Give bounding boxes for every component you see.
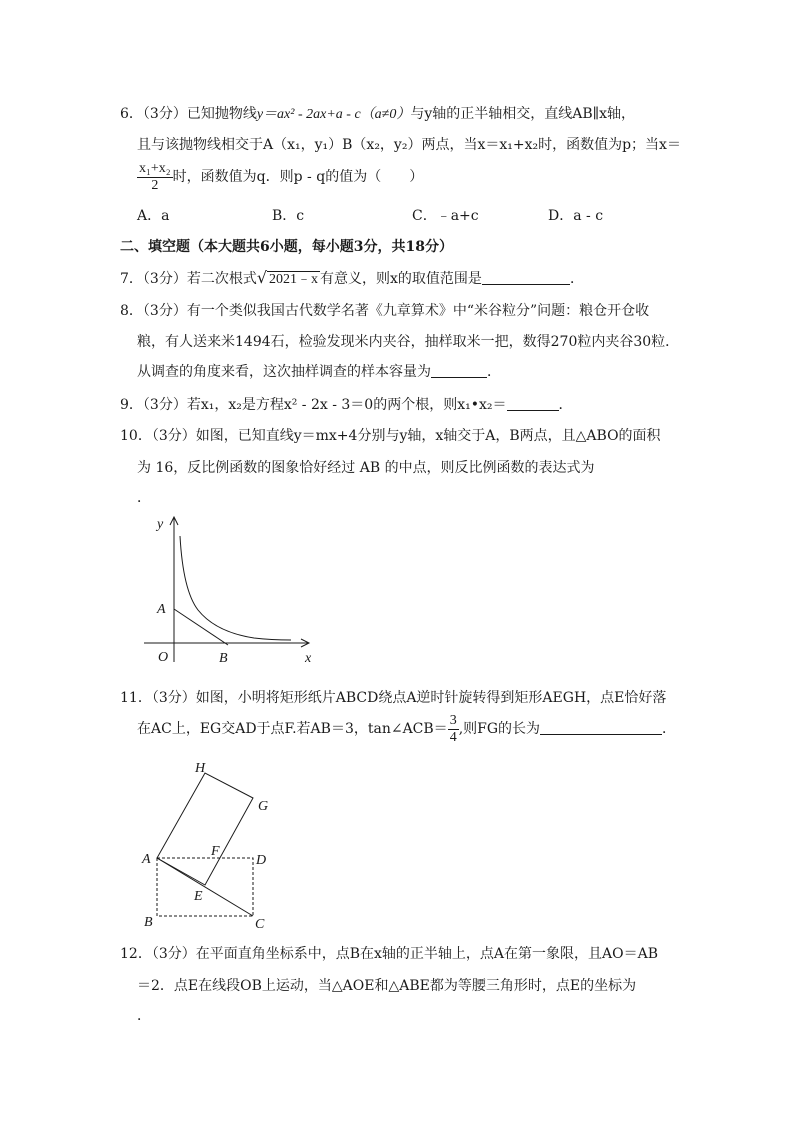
q10-figure xyxy=(136,512,326,672)
q11-figure xyxy=(138,752,278,934)
label-h: H xyxy=(195,761,206,776)
label-d: D xyxy=(256,853,267,868)
rectangle-aegh xyxy=(157,773,253,885)
line-ab xyxy=(174,609,228,645)
label-g: G xyxy=(258,799,269,814)
answer-blank[interactable] xyxy=(431,363,487,378)
q6-line1: 6．（3分）已知抛物线y＝ax² - 2ax+a - c（a≠0）与y轴的正半轴相交，直线AB∥x轴， xyxy=(120,106,636,122)
label-y: y xyxy=(157,517,164,532)
answer-blank[interactable] xyxy=(507,396,559,411)
q7-line: 7．（3分）若二次根式√ 2021﹣x 有意义，则x的取值范围是 ． xyxy=(120,268,584,287)
q10-line2: 为 16，反比例函数的图象恰好经过 AB 的中点，则反比例函数的表达式为 xyxy=(137,460,595,476)
q6-option-b: B．c xyxy=(272,208,305,224)
q8-line1: 8．（3分）有一个类似我国古代数学名著《九章算术》中“米谷粒分”问题：粮仓开仓收 xyxy=(120,303,650,319)
q12-line3: ． xyxy=(137,1008,151,1024)
q8-line3: 从调查的角度来看，这次抽样调查的样本容量为 ． xyxy=(137,364,501,380)
label-b: B xyxy=(144,915,153,930)
answer-blank[interactable] xyxy=(540,720,662,735)
label-o: O xyxy=(158,650,169,665)
q8-line2: 粮，有人送来米1494石，检验发现米内夹谷，抽样取米一把，数得270粒内夹谷30粒． xyxy=(137,334,680,350)
label-b: B xyxy=(219,651,228,666)
diagonal-ac xyxy=(157,858,253,916)
sqrt-sign: √ xyxy=(256,268,268,287)
label-a: A xyxy=(157,602,166,617)
q12-line1: 12．（3分）在平面直角坐标系中，点B在x轴的正半轴上，点A在第一象限，且AO＝AB xyxy=(120,946,658,962)
q11-fraction: $\frac{3}{4}$ xyxy=(449,712,457,745)
q6-line3: $\frac{\text{x₁+x₂}}{2}$ 时，函数值为q．则p - q的值为（ ） xyxy=(139,160,424,193)
section-title: 二、填空题（本大题共6小题，每小题3分，共18分） xyxy=(120,239,453,255)
q12-line2: ＝2．点E在线段OB上运动，当△AOE和△ABE都为等腰三角形时，点E的坐标为 xyxy=(137,978,637,994)
label-a: A xyxy=(142,852,151,867)
q6-option-c: C．﹣a+c xyxy=(412,208,479,224)
q11-line2: 在AC上，EG交AD于点F.若AB＝3，tan∠ACB＝ $\frac{3}{4}$ ,则FG的长为 ． xyxy=(137,712,677,745)
q9-line: 9．（3分）若x₁，x₂是方程x² - 2x - 3＝0的两个根，则x₁•x₂＝ ． xyxy=(120,397,573,413)
label-c: C xyxy=(255,917,265,932)
answer-blank[interactable] xyxy=(482,270,570,285)
q6-option-a: A．a xyxy=(137,208,170,224)
q6-option-d: D．a - c xyxy=(548,208,604,224)
q10-line3: ． xyxy=(137,490,151,506)
q6-fraction: $\frac{\text{x₁+x₂}}{2}$ xyxy=(139,160,171,193)
label-f: F xyxy=(211,844,220,859)
q6-line2: 且与该抛物线相交于A（x₁，y₁）B（x₂，y₂）两点，当x＝x₁+x₂时，函数值为p；当x＝ xyxy=(137,137,681,153)
label-e: E xyxy=(194,889,203,904)
label-x: x xyxy=(305,651,312,666)
q10-line1: 10．（3分）如图，已知直线y＝mx+4分别与y轴，x轴交于A，B两点，且△ABO的面积 xyxy=(120,428,661,444)
q11-line1: 11．（3分）如图，小明将矩形纸片ABCD绕点A逆时针旋转得到矩形AEGH，点E恰好落 xyxy=(120,690,667,706)
